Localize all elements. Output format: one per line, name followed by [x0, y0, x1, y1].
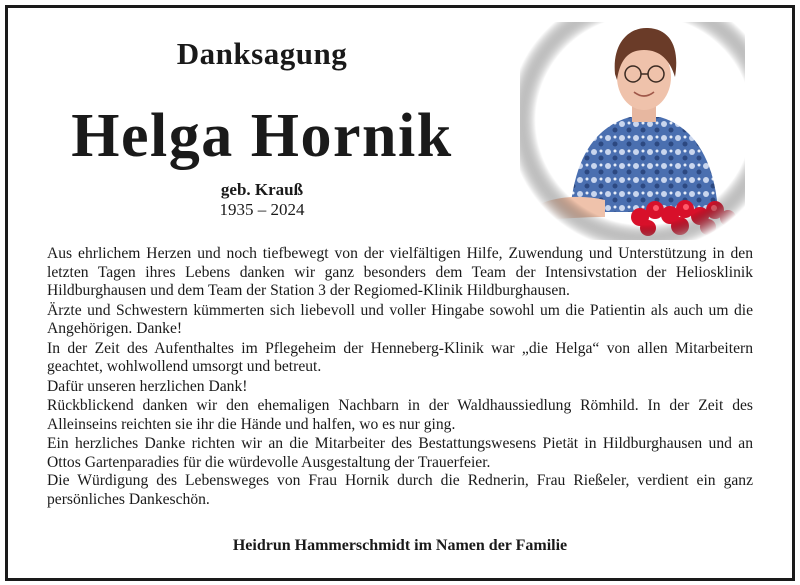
- heading: Danksagung: [176, 36, 348, 71]
- signature: Heidrun Hammerschmidt im Namen der Familie: [232, 537, 568, 554]
- thanks-text: [47, 245, 753, 510]
- paragraph: Dafür unseren herzlichen Dank!: [47, 377, 248, 395]
- life-dates: 1935 – 2024: [219, 200, 305, 219]
- paragraph: Ärzte und Schwestern kümmerten sich liebevoll und voller Hingabe sowohl um die Patientin als auch um die Angehörigen. Danke!: [47, 301, 753, 337]
- paragraph: In der Zeit des Aufenthaltes im Pflegeheim der Henneberg-Klinik war „die Helga“ von allen Mitarbeitern geachtet, wohlwollend umsorgt und betreut.: [47, 339, 753, 375]
- birth-name: geb. Krauß: [220, 180, 304, 199]
- paragraph: Aus ehrlichem Herzen und noch tiefbewegt von der vielfältigen Hilfe, Zuwendung und Unterstützung in den letzten Tagen ihres Lebens danken wir ganz besonders dem Team der Intensivstation der Heliosklinik Hildburghausen und dem Team der Station 3 der Regiomed-Klinik Hildburghausen.: [47, 245, 753, 299]
- portrait-photo: [520, 22, 745, 240]
- paragraph: Rückblickend danken wir den ehemaligen Nachbarn in der Waldhaussiedlung Römhild. In der Zeit des Alleinseins reichten sie ihr die Hände und halfen, wo es nur ging.: [47, 397, 753, 433]
- deceased-name: Helga Hornik: [71, 102, 453, 170]
- paragraph: Die Würdigung des Lebensweges von Frau Hornik durch die Rednerin, Frau Rießeler, verdient ein ganz persönliches Dankeschön.: [47, 472, 753, 508]
- paragraph: Ein herzliches Danke richten wir an die Mitarbeiter des Bestattungswesens Pietät in Hildburghausen und an Ottos Gartenparadies für die würdevolle Ausgestaltung der Trauerfeier.: [47, 435, 753, 471]
